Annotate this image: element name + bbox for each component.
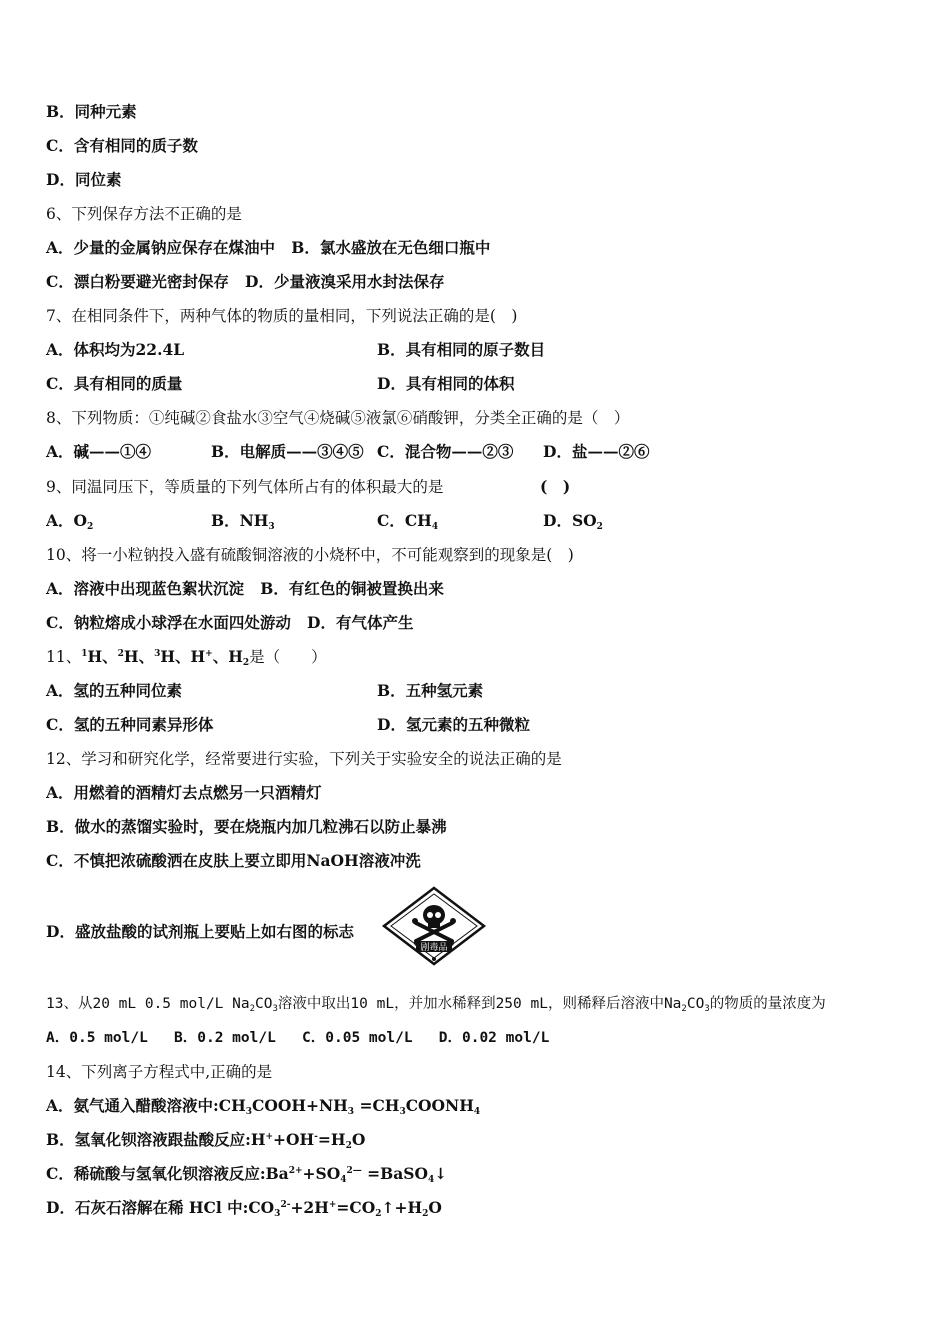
q10-options-cd <box>46 613 414 633</box>
q6-option-c: C．漂白粉要避光密封保存 <box>46 272 229 291</box>
q10-option-c: C．钠粒熔成小球浮在水面四处游动 <box>46 613 291 632</box>
q9-option-c: C．$CH_4$ <box>377 511 439 532</box>
q11-option-b: B．五种氢元素 <box>377 681 484 700</box>
q10-option-a: A．溶液中出现蓝色絮状沉淀 <box>46 579 245 598</box>
q13-option-a: A．0.5 mol/L <box>46 1030 148 1046</box>
q6-stem: 6、下列保存方法不正确的是 <box>46 205 242 223</box>
toxic-hazard-label-icon <box>380 885 488 967</box>
q13-stem: 13、从20 mL 0.5 mol/L $Na_2CO_3$溶液中取出10 mL，并加水稀释到250 mL，则稀释后溶液中$Na_2CO_3$的物质的量浓度为 <box>46 996 826 1014</box>
q13-option-d: D．0.02 mol/L <box>438 1030 550 1046</box>
q4-option-c: C．含有相同的质子数 <box>46 136 198 155</box>
q7-stem: 7、在相同条件下，两种气体的物质的量相同，下列说法正确的是( ) <box>46 307 518 325</box>
q4-option-b: B．同种元素 <box>46 102 137 121</box>
q4-option-d: D．同位素 <box>46 170 122 189</box>
q8-option-d: D．盐——②⑥ <box>543 442 650 461</box>
q6-option-a: A．少量的金属钠应保存在煤油中 <box>46 238 276 257</box>
q12-option-a: A．用燃着的酒精灯去点燃另一只酒精灯 <box>46 783 322 802</box>
q7-option-a: A．体积均为22.4L <box>46 340 185 359</box>
q12-option-d: D．盛放盐酸的试剂瓶上要贴上如右图的标志 <box>46 922 354 941</box>
q7-option-c: C．具有相同的质量 <box>46 374 183 393</box>
q8-option-a: A．碱——①④ <box>46 442 152 461</box>
q9-paren: ( ) <box>540 477 571 496</box>
q9-option-b: B．$NH_3$ <box>211 511 275 532</box>
q11-option-a: A．氢的五种同位素 <box>46 681 183 700</box>
q11-option-d: D．氢元素的五种微粒 <box>377 715 530 734</box>
q12-option-b: B．做水的蒸馏实验时，要在烧瓶内加几粒沸石以防止暴沸 <box>46 817 447 836</box>
q7-option-b: B．具有相同的原子数目 <box>377 340 546 359</box>
q11-option-c: C．氢的五种同素异形体 <box>46 715 214 734</box>
q10-option-b: B．有红色的铜被置换出来 <box>260 579 444 598</box>
q10-options-ab <box>46 579 444 599</box>
q8-stem: 8、下列物质：①纯碱②食盐水③空气④烧碱⑤液氯⑥硝酸钾，分类全正确的是（ ） <box>46 409 630 427</box>
q14-stem: 14、下列离子方程式中,正确的是 <box>46 1063 273 1081</box>
q8-option-b: B．电解质——③④⑤ <box>211 442 364 461</box>
q14-option-a: A．氨气通入醋酸溶液中$:CH_3COOH+NH_3$ $=CH_3COONH_4$ <box>46 1096 481 1117</box>
q9-option-a: A．$O_2$ <box>46 511 94 532</box>
q6-options-ab <box>46 238 490 258</box>
q14-option-c: C．稀硫酸与氢氧化钡溶液反应$:Ba^{2+}+SO_4^{2—}$ =BaSO$_4$↓ <box>46 1164 448 1185</box>
q13-option-b: B．0.2 mol/L <box>174 1030 276 1046</box>
q13-options <box>46 1028 549 1048</box>
q9-option-d: D．$SO_2$ <box>543 511 603 532</box>
q10-stem: 10、将一小粒钠投入盛有硫酸铜溶液的小烧杯中，不可能观察到的现象是( ) <box>46 546 574 564</box>
q8-option-c: C．混合物——②③ <box>377 442 514 461</box>
q12-stem: 12、学习和研究化学，经常要进行实验，下列关于实验安全的说法正确的是 <box>46 750 562 768</box>
q11-stem: 11、$^1$H、$^2$H、$^3$H、H+、$H_2$是（ ） <box>46 647 327 668</box>
q14-option-d: D．石灰石溶解在稀 HCl 中$:CO_3^{2-}+2H^+=CO_2↑+H_2O$ <box>46 1198 442 1219</box>
q10-option-d: D．有气体产生 <box>307 613 414 632</box>
q9-stem: 9、同温同压下，等质量的下列气体所占有的体积最大的是 <box>46 478 444 496</box>
q6-options-cd <box>46 272 445 292</box>
q12-option-c: C．不慎把浓硫酸洒在皮肤上要立即用NaOH溶液冲洗 <box>46 851 421 870</box>
q7-option-d: D．具有相同的体积 <box>377 374 515 393</box>
q13-option-c: C．0.05 mol/L <box>302 1030 413 1046</box>
toxic-label-text: 剧毒品 <box>420 943 448 953</box>
q6-option-d: D．少量液溴采用水封法保存 <box>245 272 445 291</box>
q6-option-b: B．氯水盛放在无色细口瓶中 <box>291 238 491 257</box>
q14-option-b: B．氢氧化钡溶液跟盐酸反应$:H^++OH^-=H_2O$ <box>46 1130 366 1151</box>
